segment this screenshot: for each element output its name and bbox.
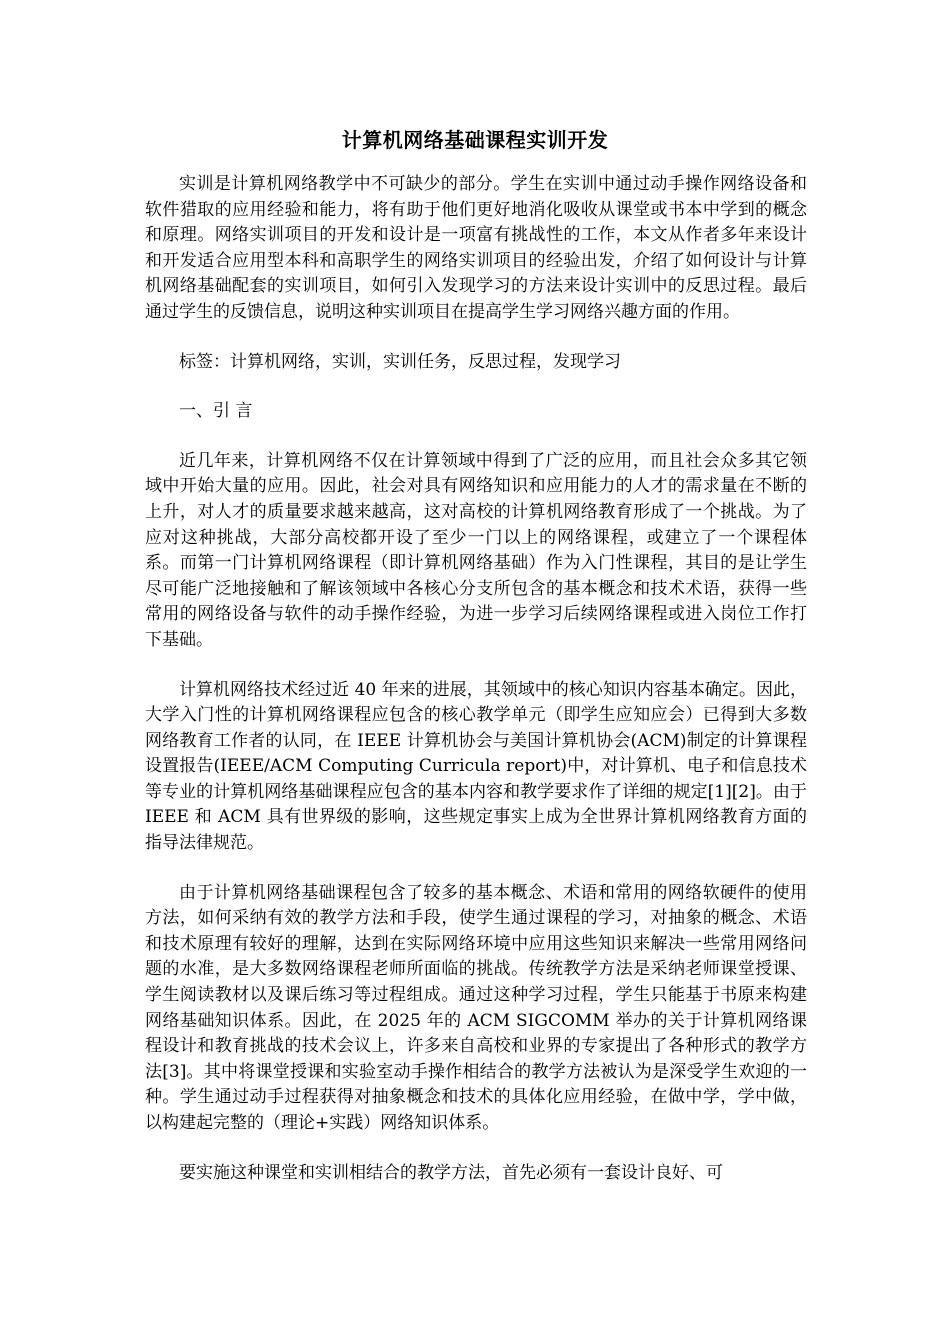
body-paragraph: 近几年来，计算机网络不仅在计算领域中得到了广泛的应用，而且社会众多其它领域中开始大量的应用。因此，社会对具有网络知识和应用能力的人才的需求量在不断的上升，对人才的质量要求越来越高，这对高校的计算机网络教育形成了一个挑战。为了应对这种挑战，大部分高校都开设了至少一门以上的网络课程，或建立了一个课程体系。而第一门计算机网络课程（即计算机网络基础）作为入门性课程，其目的是让学生尽可能广泛地接触和了解该领域中各核心分支所包含的基本概念和技术术语，获得一些常用的网络设备与软件的动手操作经验，为进一步学习后续网络课程或进入岗位工作打下基础。 xyxy=(145,450,807,650)
abstract-paragraph: 实训是计算机网络教学中不可缺少的部分。学生在实训中通过动手操作网络设备和软件猎取的应用经验和能力，将有助于他们更好地消化吸收从课堂或书本中学到的概念和原理。网络实训项目的开发和设计是一项富有挑战性的工作，本文从作者多年来设计和开发适合应用型本科和高职学生的网络实训项目的经验出发，介绍了如何设计与计算机网络基础配套的实训项目，如何引入发现学习的方法来设计实训中的反思过程。最后通过学生的反馈信息，说明这种实训项目在提高学生学习网络兴趣方面的作用。 xyxy=(145,174,807,322)
body-paragraph: 由于计算机网络基础课程包含了较多的基本概念、术语和常用的网络软硬件的使用方法，如何采纳有效的教学方法和手段，使学生通过课程的学习，对抽象的概念、术语和技术原理有较好的理解，达到在实际网络环境中应用这些知识来解决一些常用网络问题的水准，是大多数网络课程老师所面临的挑战。传统教学方法是采纳老师课堂授课、学生阅读教材以及课后练习等过程组成。通过这种学习过程，学生只能基于书原来构建网络基础知识体系。因此，在 2025 年的 ACM SIGCOMM 举办的关于计算机网络课程设计和教育挑战的技术会议上，许多来自高校和业界的专家提出了各种形式的教学方法[3]。其中将课堂授课和实验室动手操作相结合的教学方法被认为是深受学生欢迎的一种。学生通过动手过程获得对抽象概念和技术的具体化应用经验，在做中学，学中做，以构建起完整的（理论+实践）网络知识体系。 xyxy=(145,882,807,1133)
keywords-line: 标签：计算机网络，实训，实训任务，反思过程，发现学习 xyxy=(179,351,621,372)
document-body xyxy=(145,172,807,1210)
body-paragraph: 要实施这种课堂和实训相结合的教学方法，首先必须有一套设计良好、可 xyxy=(179,1162,723,1183)
document-title: 计算机网络基础课程实训开发 xyxy=(341,128,609,152)
section-heading: 一、引 言 xyxy=(179,401,253,422)
body-paragraph: 计算机网络技术经过近 40 年来的进展，其领域中的核心知识内容基本确定。因此，大学入门性的计算机网络课程应包含的核心教学单元（即学生应知应会）已得到大多数网络教育工作者的认同，在 IEEE 计算机协会与美国计算机协会(ACM)制定的计算课程设置报告(IEEE/ACM Computing Curricula report)中，对计算机、电子和信息技术等专业的计算机网络基础课程应包含的基本内容和教学要求作了详细的规定[1][2]。由于 IEEE 和 ACM 具有世界级的影响，这些规定事实上成为全世界计算机网络教育方面的指导法律规范。 xyxy=(145,679,807,854)
